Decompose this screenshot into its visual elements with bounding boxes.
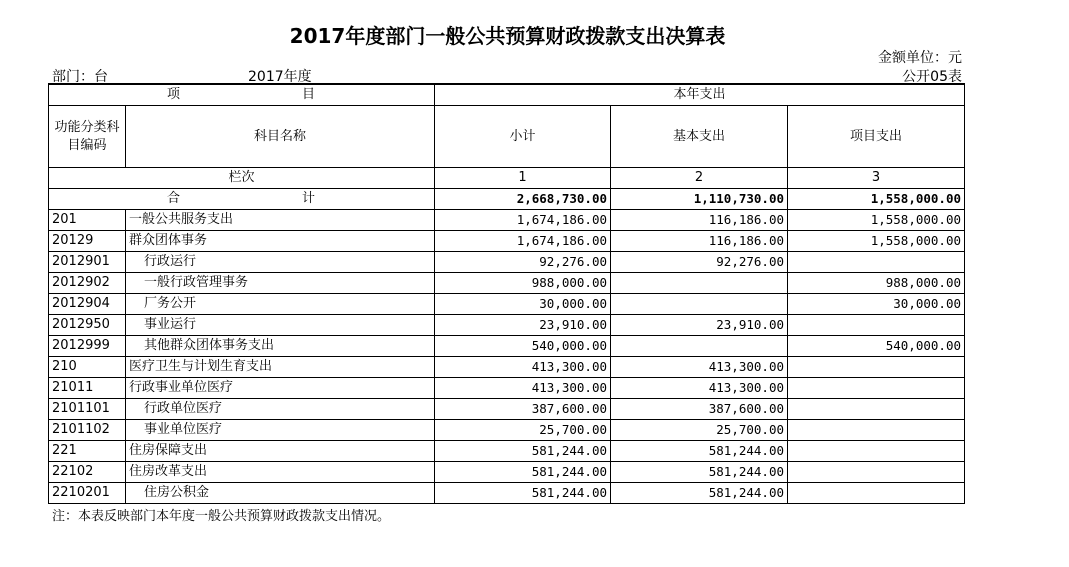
- total-row: [49, 189, 965, 210]
- row-code: 2210201: [49, 483, 126, 504]
- table-row: [49, 252, 965, 273]
- total-basic: 1,110,730.00: [611, 189, 788, 210]
- page-title: 2017年度部门一般公共预算财政拨款支出决算表: [289, 24, 726, 48]
- item-header: [49, 84, 435, 106]
- row-subtotal: 581,244.00: [435, 483, 611, 504]
- row-basic: 23,910.00: [611, 315, 788, 336]
- row-basic: 116,186.00: [611, 231, 788, 252]
- row-name: 行政单位医疗: [126, 399, 435, 420]
- row-code: 2101102: [49, 420, 126, 441]
- row-project: [788, 462, 965, 483]
- row-subtotal: 581,244.00: [435, 441, 611, 462]
- item-header-left: 项: [167, 87, 181, 102]
- col-1-index: 1: [435, 168, 611, 189]
- row-basic: 581,244.00: [611, 441, 788, 462]
- form-number: 公开05表: [902, 69, 962, 85]
- row-name: 事业单位医疗: [126, 420, 435, 441]
- expenditure-table: [48, 83, 965, 504]
- row-basic: 92,276.00: [611, 252, 788, 273]
- row-name: 住房公积金: [126, 483, 435, 504]
- row-name: 住房改革支出: [126, 462, 435, 483]
- row-name: 行政运行: [126, 252, 435, 273]
- row-name: 住房保障支出: [126, 441, 435, 462]
- table-row: [49, 420, 965, 441]
- total-label: [49, 189, 435, 210]
- row-name: 群众团体事务: [126, 231, 435, 252]
- row-subtotal: 413,300.00: [435, 378, 611, 399]
- department-label: 部门：台: [52, 69, 108, 85]
- table-row: [49, 357, 965, 378]
- subtotal-header: 小计: [435, 106, 611, 168]
- total-project: 1,558,000.00: [788, 189, 965, 210]
- row-project: 540,000.00: [788, 336, 965, 357]
- name-header: 科目名称: [126, 106, 435, 168]
- row-project: [788, 441, 965, 462]
- table-row: [49, 441, 965, 462]
- row-name: 其他群众团体事务支出: [126, 336, 435, 357]
- row-basic: 413,300.00: [611, 378, 788, 399]
- row-code: 2012902: [49, 273, 126, 294]
- row-project: 1,558,000.00: [788, 231, 965, 252]
- code-header: 功能分类科目编码: [49, 106, 126, 168]
- row-project: [788, 252, 965, 273]
- row-project: 988,000.00: [788, 273, 965, 294]
- row-name: 一般公共服务支出: [126, 210, 435, 231]
- row-subtotal: 413,300.00: [435, 357, 611, 378]
- row-code: 22102: [49, 462, 126, 483]
- header-row-1: [49, 84, 965, 106]
- row-name: 一般行政管理事务: [126, 273, 435, 294]
- row-subtotal: 387,600.00: [435, 399, 611, 420]
- year-label: 2017年度: [248, 69, 312, 85]
- row-basic: 387,600.00: [611, 399, 788, 420]
- row-basic: [611, 336, 788, 357]
- row-code: 2012950: [49, 315, 126, 336]
- footnote: 注：本表反映部门本年度一般公共预算财政拨款支出情况。: [52, 509, 391, 524]
- table-row: [49, 231, 965, 252]
- row-project: 1,558,000.00: [788, 210, 965, 231]
- table-row: [49, 273, 965, 294]
- row-subtotal: 30,000.00: [435, 294, 611, 315]
- table-row: [49, 483, 965, 504]
- row-project: 30,000.00: [788, 294, 965, 315]
- row-basic: [611, 273, 788, 294]
- row-subtotal: 1,674,186.00: [435, 231, 611, 252]
- row-project: [788, 315, 965, 336]
- row-basic: 413,300.00: [611, 357, 788, 378]
- row-name: 厂务公开: [126, 294, 435, 315]
- row-basic: 581,244.00: [611, 483, 788, 504]
- table-row: [49, 399, 965, 420]
- row-code: 201: [49, 210, 126, 231]
- row-subtotal: 25,700.00: [435, 420, 611, 441]
- row-basic: 25,700.00: [611, 420, 788, 441]
- row-code: 210: [49, 357, 126, 378]
- table-row: [49, 315, 965, 336]
- table-row: [49, 210, 965, 231]
- row-basic: 116,186.00: [611, 210, 788, 231]
- table-row: [49, 462, 965, 483]
- row-project: [788, 378, 965, 399]
- row-basic: [611, 294, 788, 315]
- amount-unit: 金额单位：元: [878, 50, 962, 66]
- row-subtotal: 540,000.00: [435, 336, 611, 357]
- col-3-index: 3: [788, 168, 965, 189]
- row-code: 2012904: [49, 294, 126, 315]
- total-subtotal: 2,668,730.00: [435, 189, 611, 210]
- row-label: 栏次: [49, 168, 435, 189]
- table-row: [49, 294, 965, 315]
- row-project: [788, 483, 965, 504]
- row-subtotal: 23,910.00: [435, 315, 611, 336]
- item-header-right: 目: [302, 87, 316, 102]
- table-row: [49, 378, 965, 399]
- row-project: [788, 399, 965, 420]
- basic-header: 基本支出: [611, 106, 788, 168]
- table-row: [49, 336, 965, 357]
- row-code: 2101101: [49, 399, 126, 420]
- row-project: [788, 420, 965, 441]
- row-code: 2012999: [49, 336, 126, 357]
- row-basic: 581,244.00: [611, 462, 788, 483]
- row-code: 20129: [49, 231, 126, 252]
- row-code: 2012901: [49, 252, 126, 273]
- column-index-row: [49, 168, 965, 189]
- row-subtotal: 581,244.00: [435, 462, 611, 483]
- project-header: 项目支出: [788, 106, 965, 168]
- row-name: 事业运行: [126, 315, 435, 336]
- row-code: 221: [49, 441, 126, 462]
- row-project: [788, 357, 965, 378]
- row-name: 医疗卫生与计划生育支出: [126, 357, 435, 378]
- col-2-index: 2: [611, 168, 788, 189]
- row-code: 21011: [49, 378, 126, 399]
- current-year-header: 本年支出: [435, 84, 965, 106]
- total-label-left: 合: [167, 191, 181, 206]
- row-subtotal: 92,276.00: [435, 252, 611, 273]
- row-subtotal: 988,000.00: [435, 273, 611, 294]
- total-label-right: 计: [302, 191, 316, 206]
- row-name: 行政事业单位医疗: [126, 378, 435, 399]
- row-subtotal: 1,674,186.00: [435, 210, 611, 231]
- header-row-2: [49, 106, 965, 168]
